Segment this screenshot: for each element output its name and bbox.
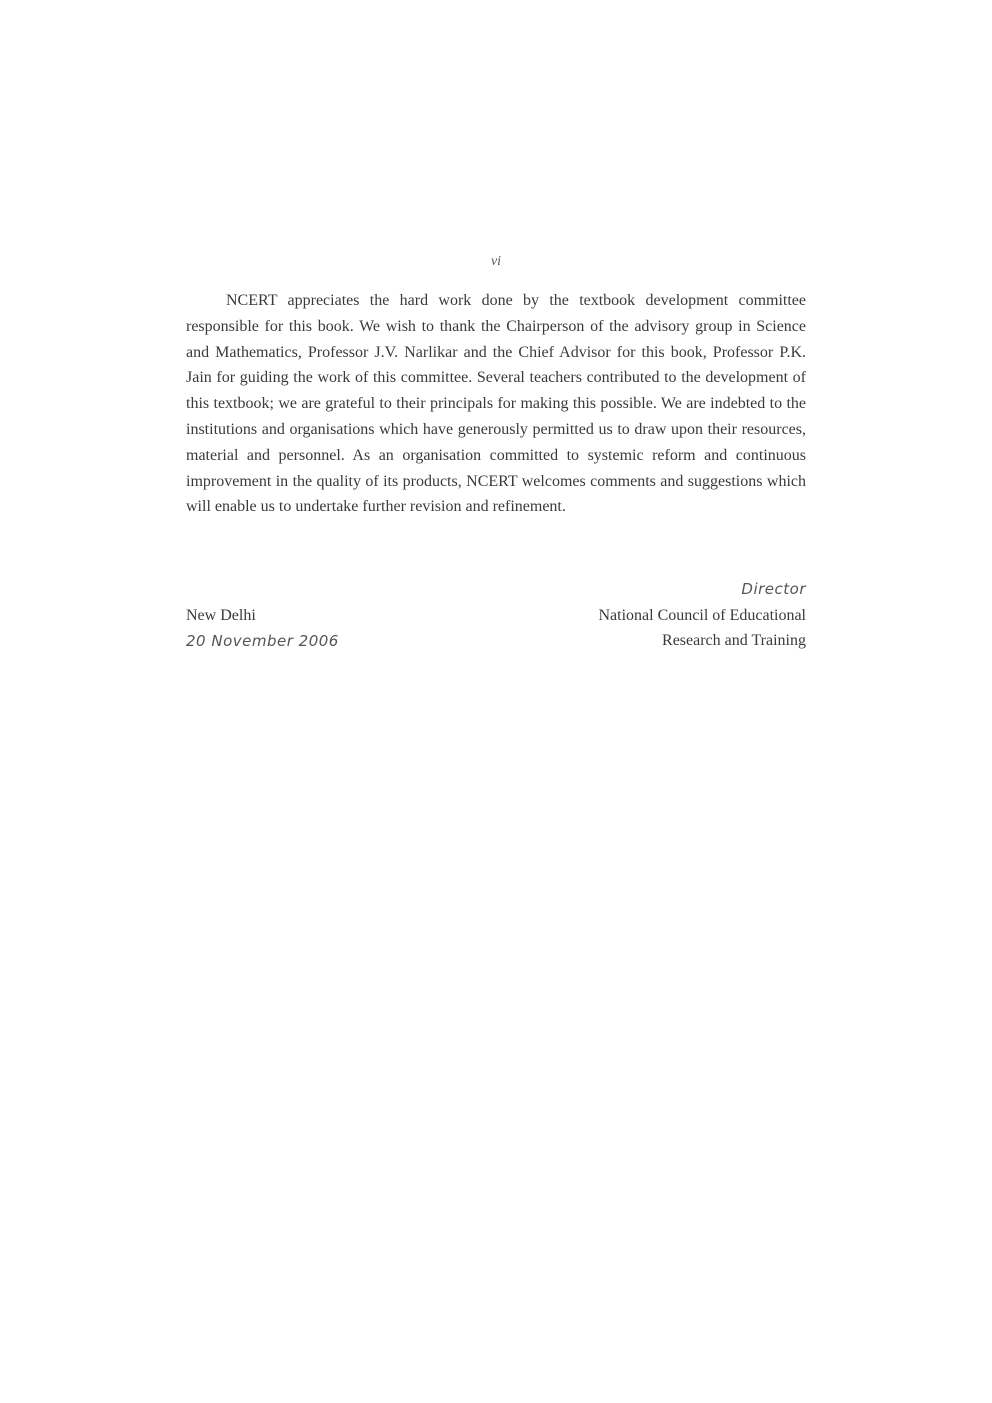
organisation-name-line2: Research and Training: [662, 632, 806, 649]
signatory-designation: Director: [741, 580, 806, 598]
place-date-block: [186, 603, 339, 654]
acknowledgement-paragraph: NCERT appreciates the hard work done by the textbook development committee responsible for this book. We wish to thank the Chairperson of the advisory group in Science and Mathematics, Professor J.V. Narlikar and the Chief Advisor for this book, Professor P.K. Jain for guiding the work of this committee. Several teachers contributed to the development of this textbook; we are grateful to their principals for making this possible. We are indebted to the institutions and organisations which have generously permitted us to draw upon their resources, material and personnel. As an organisation committed to systemic reform and continuous improvement in the quality of its products, NCERT welcomes comments and suggestions which will enable us to undertake further revision and refinement.: [186, 292, 806, 516]
place: New Delhi: [186, 607, 256, 624]
date: 20 November 2006: [186, 631, 339, 650]
page-number: vi: [490, 254, 502, 269]
organisation-name-line1: National Council of Educational: [598, 606, 806, 624]
signature-block: [599, 577, 807, 654]
